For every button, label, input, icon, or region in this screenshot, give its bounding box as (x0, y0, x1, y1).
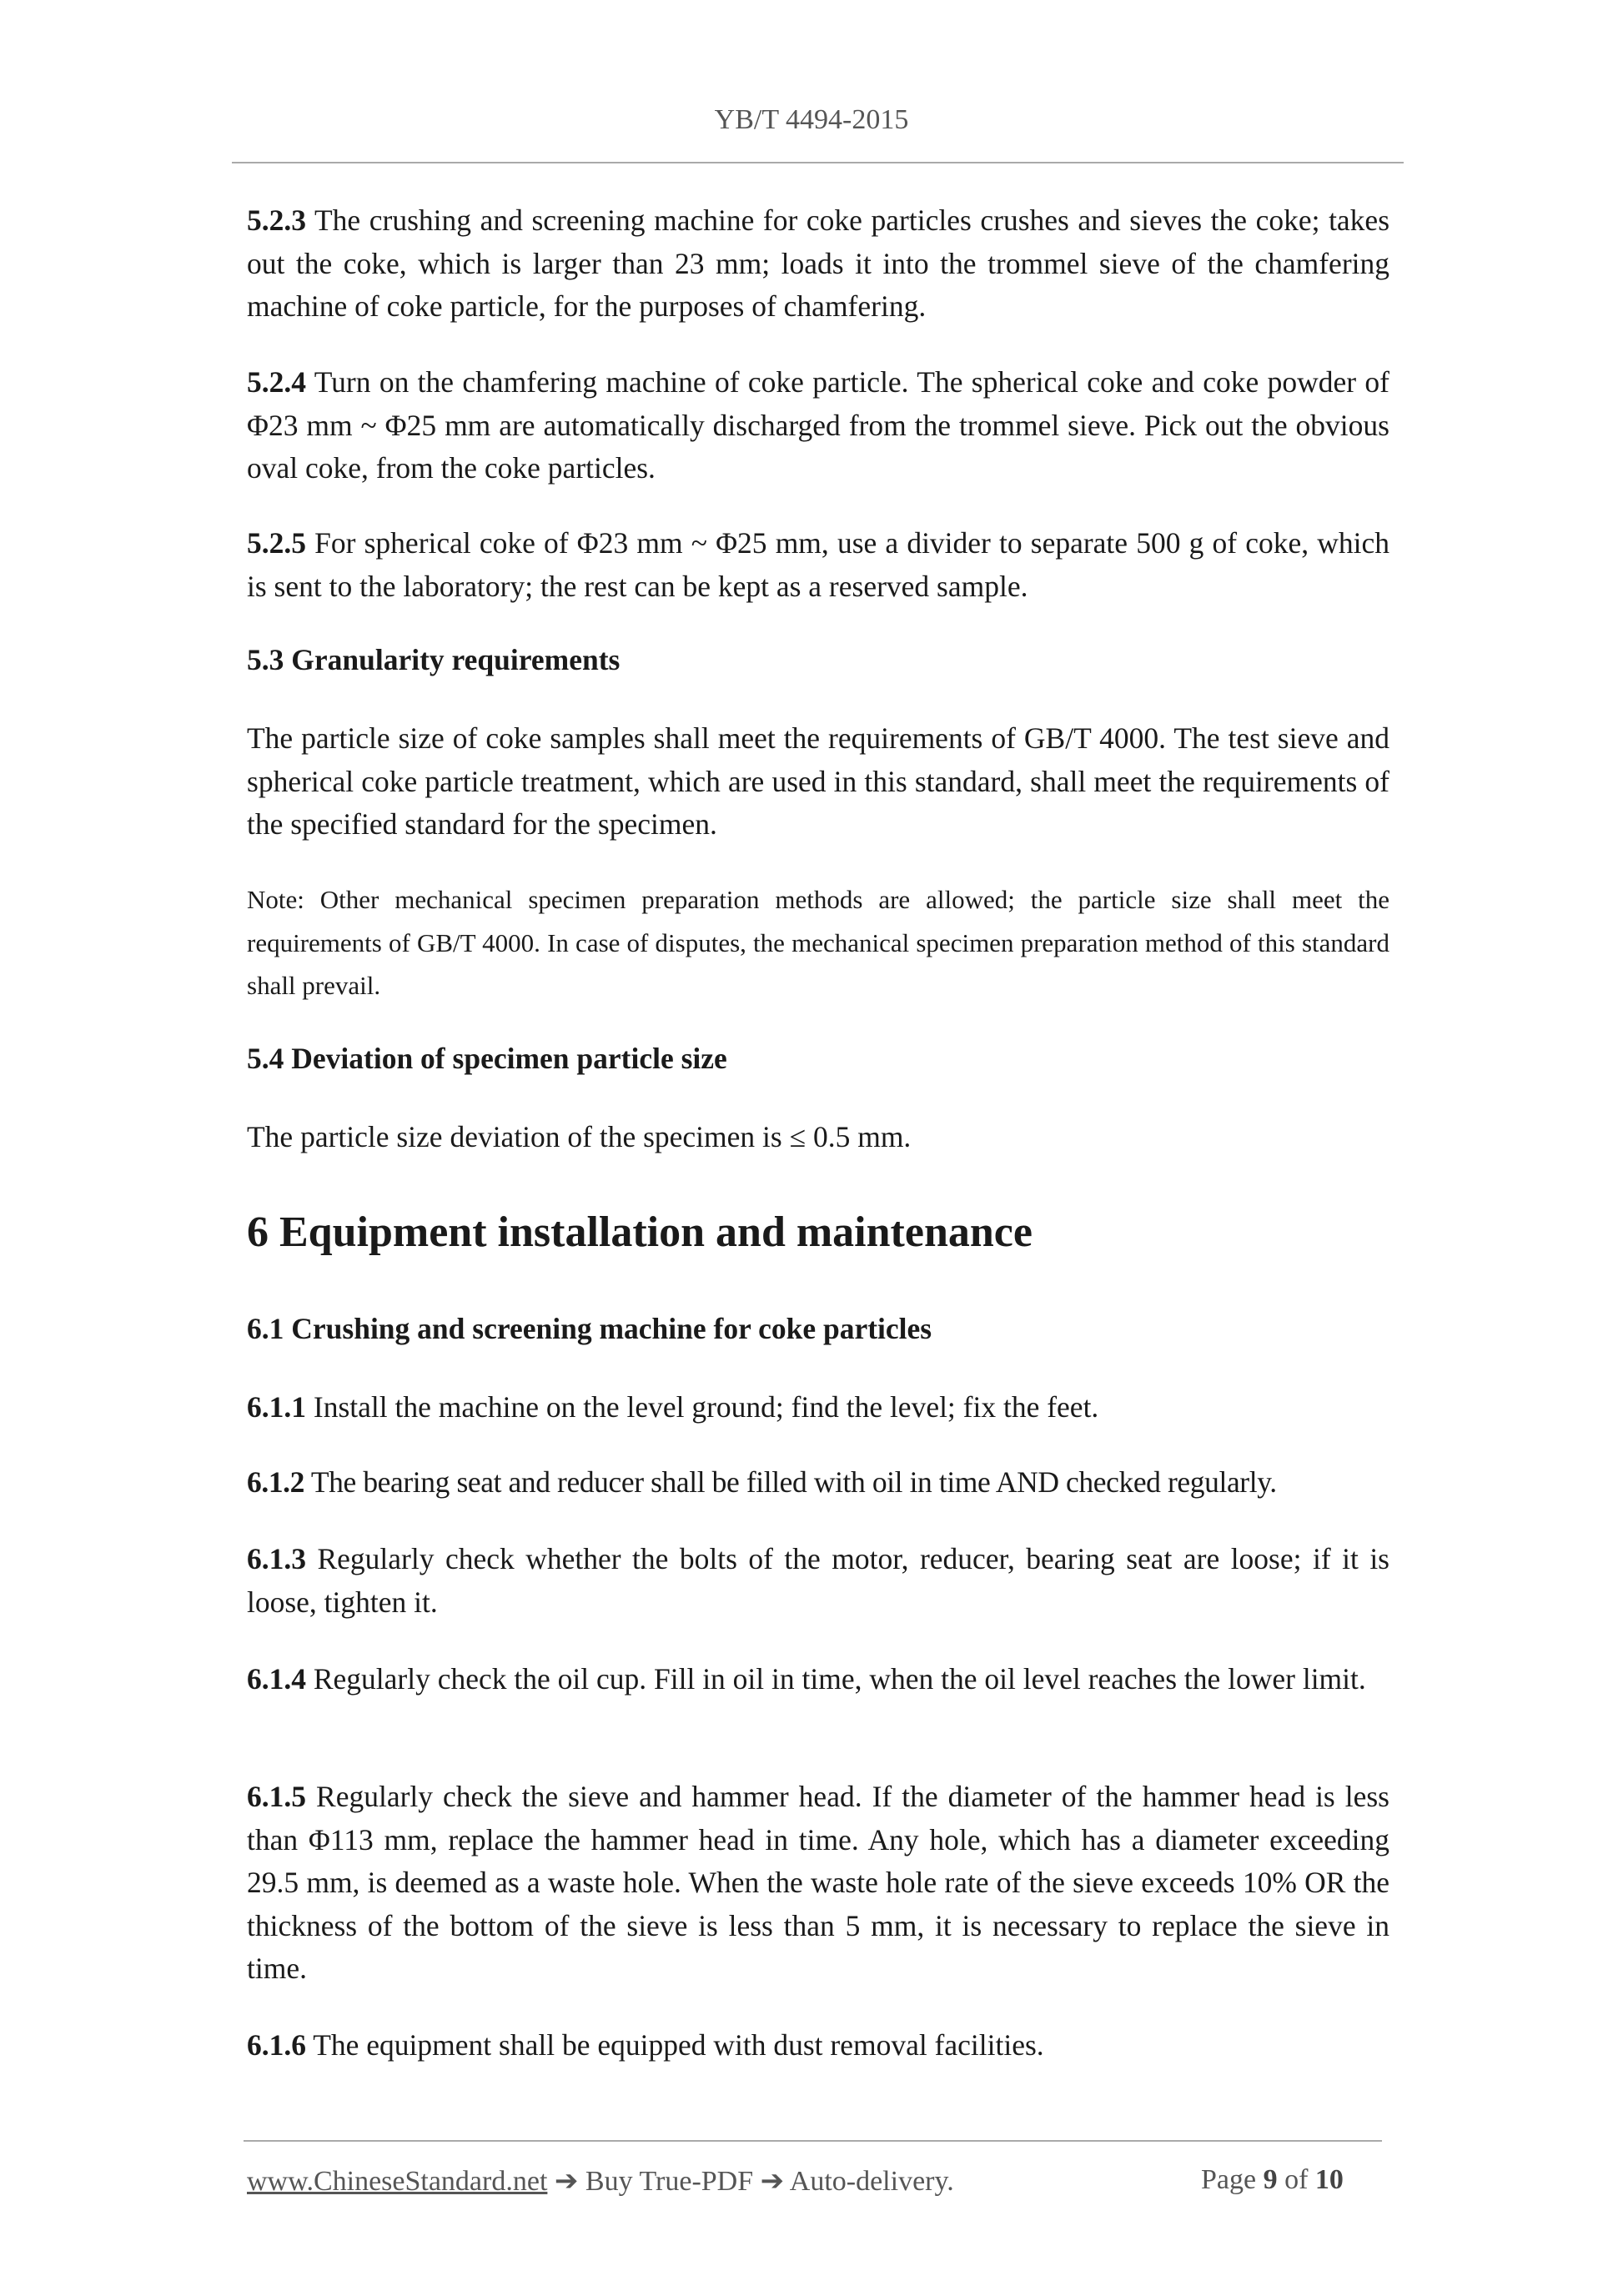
clause-5-2-4: 5.2.4 Turn on the chamfering machine of coke particle. The spherical coke and coke powder of Φ23 mm ~ Φ25 mm are automatically discharged from the trommel sieve. Pick out the obvious oval coke, from the coke particles. (247, 365, 1389, 485)
clause-6-1-3: 6.1.3 Regularly check whether the bolts of the motor, reducer, bearing seat are loose; if it is loose, tighten it. (247, 1542, 1390, 1619)
page-number (1201, 2164, 1344, 2196)
clause-5-2-3: 5.2.3 The crushing and screening machine for coke particles crushes and sieves the coke; takes out the coke, which is larger than 23 mm; loads it into the trommel sieve of the chamfering machine of coke particle, for the purposes of chamfering. (247, 203, 1390, 323)
header-divider (232, 162, 1404, 163)
heading-6-1: 6.1 Crushing and screening machine for coke particles (247, 1312, 932, 1345)
paragraph-deviation: The particle size deviation of the specimen is ≤ 0.5 mm. (247, 1120, 912, 1153)
arrow-icon: ➔ (760, 2166, 785, 2197)
of-label: of (1284, 2164, 1309, 2195)
paragraph-granularity: The particle size of coke samples shall meet the requirements of GB/T 4000. The test sieve and spherical coke particle treatment, which are used in this standard, shall meet the requirements of the specified standard for the specimen. (247, 721, 1389, 841)
website-link[interactable]: www.ChineseStandard.net (247, 2166, 548, 2197)
running-header: YB/T 4494-2015 (714, 104, 909, 135)
arrow-icon: ➔ (554, 2166, 579, 2197)
note: Note: Other mechanical specimen preparation methods are allowed; the particle size shall meet the requirements of GB/T 4000. In case of disputes, the mechanical specimen preparation method of this standard shall prevail. (247, 885, 1389, 1000)
total-pages: 10 (1314, 2164, 1344, 2195)
clause-6-1-4: 6.1.4 Regularly check the oil cup. Fill in oil in time, when the oil level reaches the lower limit. (247, 1662, 1366, 1696)
clause-6-1-1: 6.1.1 Install the machine on the level ground; find the level; fix the feet. (247, 1390, 1099, 1424)
footer-divider (244, 2140, 1382, 2142)
heading-6: 6 Equipment installation and maintenance (247, 1208, 1033, 1256)
page-label: Page (1201, 2164, 1257, 2195)
delivery-text: Auto-delivery. (789, 2166, 954, 2197)
clause-6-1-5: 6.1.5 Regularly check the sieve and hammer head. If the diameter of the hammer head is less than Φ113 mm, replace the hammer head in time. Any hole, which has a diameter exceeding 29.5 mm, is deemed as a waste hole. When the waste hole rate of the sieve exceeds 10% OR the thickness of the bottom of the sieve is less than 5 mm, it is necessary to replace the sieve in time. (247, 1780, 1390, 1985)
buy-text: Buy True-PDF (585, 2166, 754, 2197)
current-page: 9 (1263, 2164, 1278, 2195)
heading-5-3: 5.3 Granularity requirements (247, 643, 621, 676)
clause-6-1-6: 6.1.6 The equipment shall be equipped with dust removal facilities. (247, 2028, 1044, 2062)
clause-6-1-2: 6.1.2 The bearing seat and reducer shall be filled with oil in time AND checked regularly. (247, 1465, 1277, 1499)
clause-5-2-5: 5.2.5 For spherical coke of Φ23 mm ~ Φ25 mm, use a divider to separate 500 g of coke, which is sent to the laboratory; the rest can be kept as a reserved sample. (247, 526, 1390, 603)
footer-promo (247, 2164, 954, 2198)
heading-5-4: 5.4 Deviation of specimen particle size (247, 1042, 727, 1075)
